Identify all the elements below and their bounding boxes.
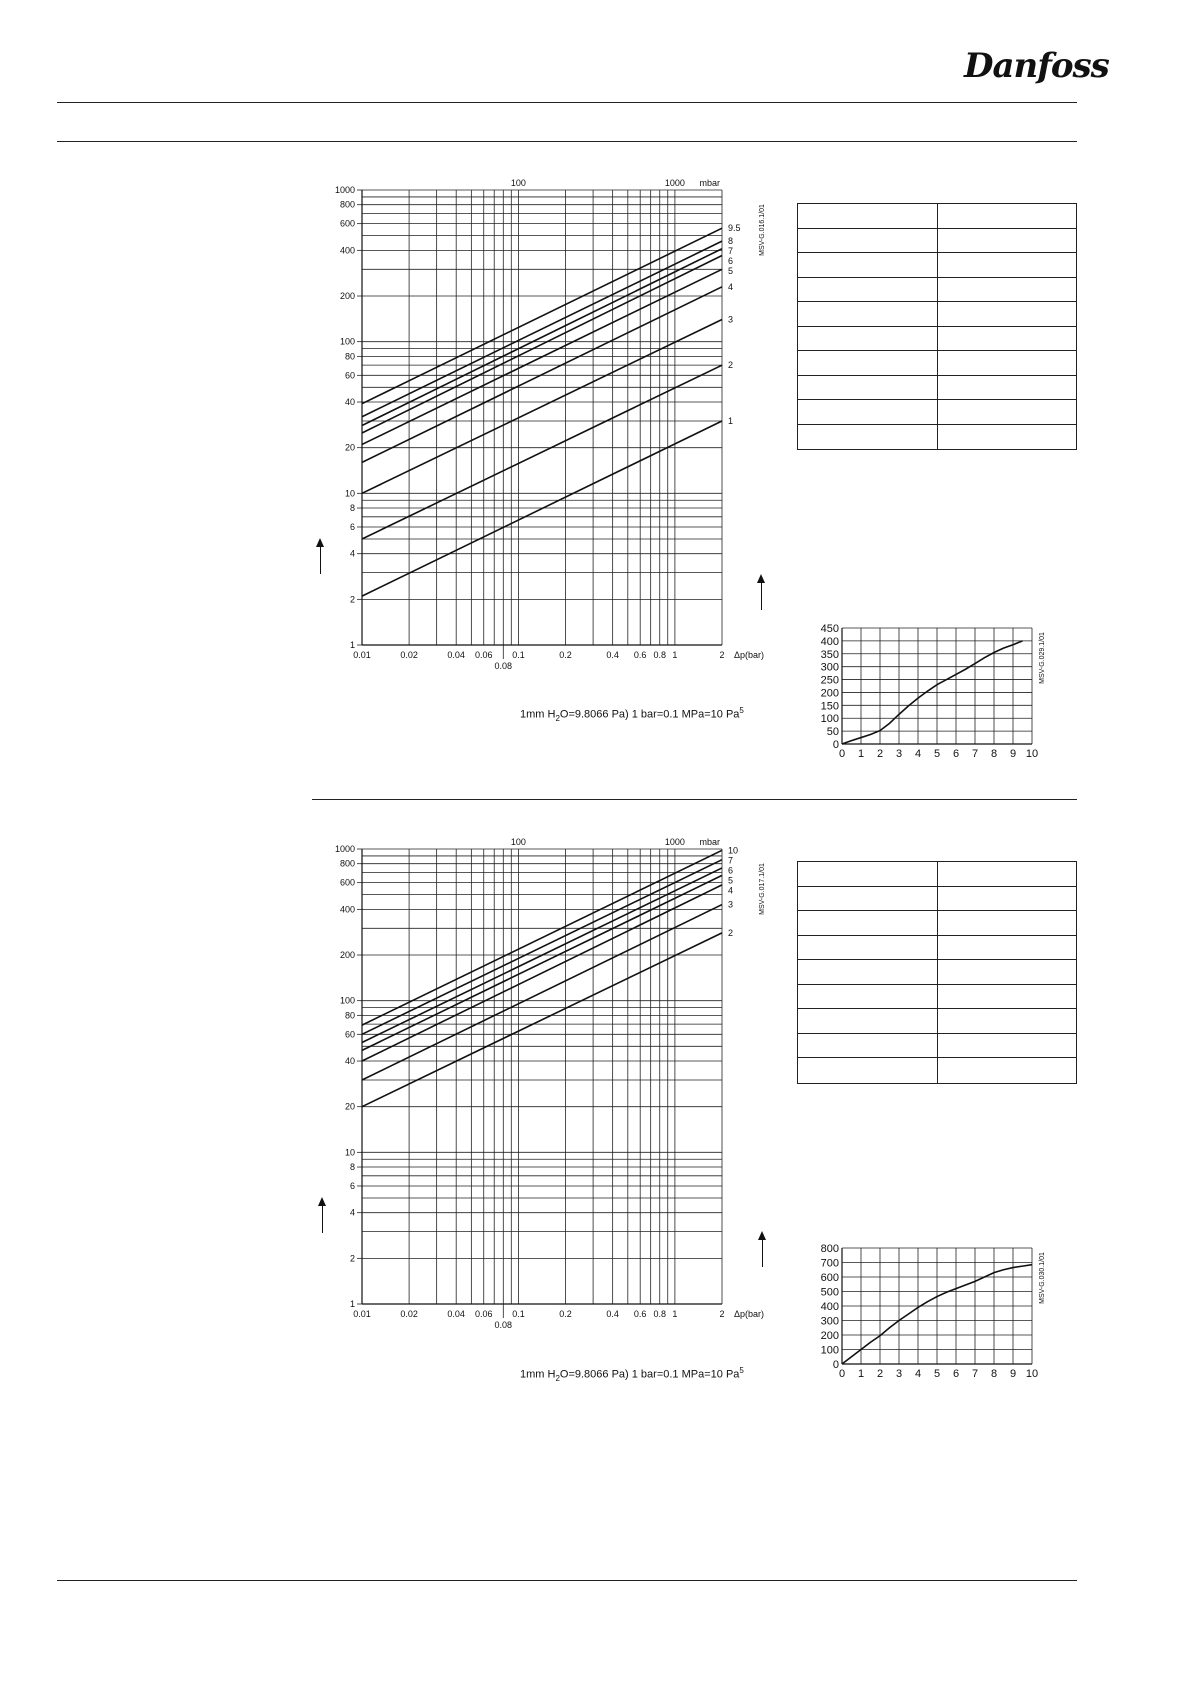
y-tick-label: 800 <box>339 858 355 869</box>
table-cell <box>798 1009 938 1033</box>
table-cell <box>798 302 938 326</box>
y-tick-label: 0 <box>832 1359 839 1371</box>
x-tick-label: 2 <box>876 748 884 760</box>
x-tick-label: 8 <box>990 1368 998 1380</box>
x-tick-label: 6 <box>952 748 960 760</box>
footer-rule <box>57 1580 1077 1581</box>
series-label: 5 <box>728 266 734 277</box>
series-label: 9.5 <box>728 223 741 234</box>
y-tick-label: 6 <box>349 521 355 532</box>
table-row <box>798 400 1076 425</box>
table-cell <box>798 936 938 960</box>
unit-footnote-top: 1mm $H_2O=9.8066$ Pa) 1 bar=0.1 MPa=10 Pa$^5$ <box>520 706 744 723</box>
x-tick-label: 0.01 <box>353 650 371 660</box>
table-row <box>798 376 1076 401</box>
x-tick-label: 0.02 <box>400 1309 418 1319</box>
y-tick-label: 200 <box>820 687 839 700</box>
y-tick-label: 100 <box>339 995 355 1006</box>
table-row <box>798 229 1076 254</box>
x-tick-label: 3 <box>895 748 903 760</box>
y-tick-label: 100 <box>820 1344 839 1357</box>
x-tick-label: 0.01 <box>353 1309 371 1319</box>
table-cell <box>798 400 938 424</box>
y-tick-label: 20 <box>344 442 355 453</box>
series-label: 1 <box>728 415 734 426</box>
x-tick-label: 1 <box>857 1368 865 1380</box>
x-tick-label: 0.8 <box>653 650 666 660</box>
top-tick-label: 100 <box>510 178 526 188</box>
series-label: 3 <box>728 899 734 910</box>
series-label: 7 <box>728 855 734 866</box>
x-tick-label: 3 <box>895 1368 903 1380</box>
y-tick-label: 60 <box>344 1029 355 1040</box>
y-tick-label: 20 <box>344 1101 355 1112</box>
series-label: 3 <box>728 314 734 325</box>
y-tick-label: 200 <box>339 291 355 302</box>
table-cell <box>798 327 938 351</box>
y-tick-label: 100 <box>820 713 839 726</box>
x-tick-label: 0.2 <box>559 650 572 660</box>
table-cell <box>798 862 938 886</box>
series-label: 10 <box>728 845 739 856</box>
x-tick-label: 6 <box>952 1368 960 1380</box>
x-tick-label: 0.2 <box>559 1309 572 1319</box>
flow-chart-1 <box>320 175 780 695</box>
y-tick-label: 500 <box>820 1286 839 1299</box>
y-tick-label: 40 <box>344 397 355 408</box>
table-cell <box>938 1034 1077 1058</box>
table-cell <box>938 229 1077 253</box>
table-cell <box>798 278 938 302</box>
table-cell <box>798 1058 938 1083</box>
table-row <box>798 911 1076 936</box>
x-tick-label: 0.6 <box>633 1309 647 1319</box>
table-cell <box>938 425 1077 450</box>
x-tick-label: 9 <box>1009 748 1017 760</box>
x-tick-label: 4 <box>914 1368 922 1380</box>
top-unit-label: mbar <box>699 837 720 847</box>
section-rule-top <box>57 141 1077 142</box>
table-row <box>798 253 1076 278</box>
valve-curve-1 <box>800 620 1090 765</box>
y-tick-label: 200 <box>820 1330 839 1342</box>
table-row <box>798 204 1076 229</box>
table-cell <box>938 936 1077 960</box>
flow-chart-2 <box>320 834 780 1354</box>
x-tick-label: 0.02 <box>400 650 418 660</box>
top-unit-label: mbar <box>699 178 720 188</box>
table-row <box>798 1058 1076 1083</box>
y-tick-label: 450 <box>820 623 839 635</box>
table-cell <box>798 425 938 450</box>
table-cell <box>798 253 938 277</box>
y-tick-label: 150 <box>820 700 839 713</box>
x-tick-label: 2 <box>876 1368 884 1380</box>
y-tick-label: 60 <box>344 370 355 381</box>
series-label: 4 <box>728 281 734 292</box>
header-rule <box>57 102 1077 103</box>
table-cell <box>938 253 1077 277</box>
y-tick-label: 800 <box>339 199 355 210</box>
table-cell <box>798 229 938 253</box>
table-cell <box>798 376 938 400</box>
x-tick-label: 8 <box>990 748 998 760</box>
section-divider <box>312 799 1077 800</box>
series-label: 6 <box>728 865 734 876</box>
y-tick-label: 6 <box>349 1180 355 1191</box>
top-tick-label: 1000 <box>664 178 685 188</box>
y-tick-label: 2 <box>349 594 355 605</box>
table-row <box>798 936 1076 961</box>
table-row <box>798 862 1076 887</box>
x-axis-label: Δp(bar) <box>734 1309 765 1319</box>
table-cell <box>938 376 1077 400</box>
table-row <box>798 425 1076 450</box>
figure-code: MSV-G.017.1/01 <box>759 863 766 915</box>
table-row <box>798 985 1076 1010</box>
table-cell <box>938 1058 1077 1083</box>
table-cell <box>938 887 1077 911</box>
table-cell <box>938 911 1077 935</box>
x-tick-label: 0.08 <box>494 1320 513 1330</box>
table-cell <box>798 204 938 228</box>
table-cell <box>798 985 938 1009</box>
unit-footnote-bottom: 1mm $H_2O=9.8066$ Pa) 1 bar=0.1 MPa=10 Pa$^5$ <box>520 1366 744 1383</box>
table-row <box>798 327 1076 352</box>
y-tick-label: 600 <box>820 1272 839 1284</box>
x-tick-label: 5 <box>933 1368 941 1380</box>
table-cell <box>938 1009 1077 1033</box>
y-tick-label: 800 <box>820 1243 839 1255</box>
series-label: 6 <box>728 256 734 267</box>
y-tick-label: 1 <box>349 1299 355 1309</box>
series-label: 4 <box>728 885 734 896</box>
y-tick-label: 700 <box>820 1257 839 1270</box>
y-tick-label: 8 <box>349 1162 355 1173</box>
y-tick-label: 300 <box>820 661 839 674</box>
x-tick-label: 9 <box>1009 1368 1017 1380</box>
series-label: 2 <box>728 360 734 371</box>
y-tick-label: 300 <box>820 1315 839 1328</box>
x-tick-label: 0.4 <box>606 1309 619 1319</box>
y-tick-label: 1000 <box>334 185 355 195</box>
x-tick-label: 2 <box>719 650 725 660</box>
top-tick-label: 1000 <box>664 837 685 847</box>
x-tick-label: 10 <box>1025 748 1039 760</box>
y-tick-label: 400 <box>339 904 355 915</box>
data-table-bottom <box>797 861 1077 1084</box>
x-tick-label: 4 <box>914 748 922 760</box>
x-tick-label: 0.8 <box>653 1309 666 1319</box>
y-tick-label: 400 <box>339 245 355 256</box>
table-cell <box>938 985 1077 1009</box>
x-tick-label: 1 <box>672 650 678 660</box>
table-row <box>798 960 1076 985</box>
y-tick-label: 1 <box>349 640 355 650</box>
x-tick-label: 0.08 <box>494 661 513 671</box>
figure-code: MSV-G.029.1/01 <box>1039 632 1046 684</box>
x-tick-label: 0.04 <box>447 650 465 660</box>
y-tick-label: 50 <box>826 726 839 739</box>
y-tick-label: 80 <box>344 1010 355 1021</box>
y-tick-label: 2 <box>349 1253 355 1264</box>
y-tick-label: 350 <box>820 648 839 661</box>
y-tick-label: 8 <box>349 503 355 514</box>
table-cell <box>798 887 938 911</box>
y-tick-label: 80 <box>344 351 355 362</box>
table-cell <box>798 351 938 375</box>
series-label: 2 <box>728 927 734 938</box>
y-tick-label: 400 <box>820 635 839 648</box>
x-tick-label: 0.4 <box>606 650 619 660</box>
table-row <box>798 1009 1076 1034</box>
table-cell <box>938 862 1077 886</box>
table-cell <box>938 960 1077 984</box>
x-tick-label: 5 <box>933 748 941 760</box>
table-cell <box>798 960 938 984</box>
x-tick-label: 0.6 <box>633 650 647 660</box>
x-axis-label: Δp(bar) <box>734 650 765 660</box>
figure-code: MSV-G.030.1/01 <box>1039 1252 1046 1304</box>
danfoss-logo: Danfoss <box>964 46 1109 86</box>
table-cell <box>938 278 1077 302</box>
x-tick-label: 0 <box>838 748 846 760</box>
table-row <box>798 302 1076 327</box>
y-tick-label: 40 <box>344 1056 355 1067</box>
x-tick-label: 0.1 <box>512 1309 525 1319</box>
y-tick-label: 0 <box>832 739 839 751</box>
table-cell <box>798 1034 938 1058</box>
x-tick-label: 7 <box>971 748 979 760</box>
table-row <box>798 278 1076 303</box>
data-table-top <box>797 203 1077 450</box>
y-tick-label: 400 <box>820 1301 839 1313</box>
y-tick-label: 600 <box>339 218 355 229</box>
y-tick-label: 10 <box>344 1147 355 1158</box>
table-cell <box>938 400 1077 424</box>
y-tick-label: 250 <box>820 674 839 687</box>
valve-curve-2 <box>800 1240 1090 1390</box>
table-cell <box>938 351 1077 375</box>
table-cell <box>938 327 1077 351</box>
y-tick-label: 4 <box>349 1207 355 1218</box>
x-tick-label: 10 <box>1025 1368 1039 1380</box>
y-tick-label: 600 <box>339 877 355 888</box>
table-cell <box>938 204 1077 228</box>
table-row <box>798 351 1076 376</box>
table-cell <box>798 911 938 935</box>
y-tick-label: 200 <box>339 950 355 961</box>
x-tick-label: 2 <box>719 1309 725 1319</box>
table-cell <box>938 302 1077 326</box>
x-tick-label: 7 <box>971 1368 979 1380</box>
x-tick-label: 0.1 <box>512 650 525 660</box>
y-tick-label: 1000 <box>334 844 355 854</box>
figure-code: MSV-G.016.1/01 <box>759 204 766 256</box>
x-tick-label: 1 <box>857 748 865 760</box>
table-row <box>798 887 1076 912</box>
series-label: 5 <box>728 875 734 886</box>
y-tick-label: 100 <box>339 336 355 347</box>
y-tick-label: 10 <box>344 488 355 499</box>
x-tick-label: 0.06 <box>474 650 493 660</box>
x-tick-label: 0.04 <box>447 1309 465 1319</box>
y-tick-label: 4 <box>349 548 355 559</box>
x-tick-label: 0.06 <box>474 1309 493 1319</box>
x-tick-label: 1 <box>672 1309 678 1319</box>
series-label: 8 <box>728 236 734 247</box>
top-tick-label: 100 <box>510 837 526 847</box>
series-label: 7 <box>728 246 734 257</box>
x-tick-label: 0 <box>838 1368 846 1380</box>
table-row <box>798 1034 1076 1059</box>
